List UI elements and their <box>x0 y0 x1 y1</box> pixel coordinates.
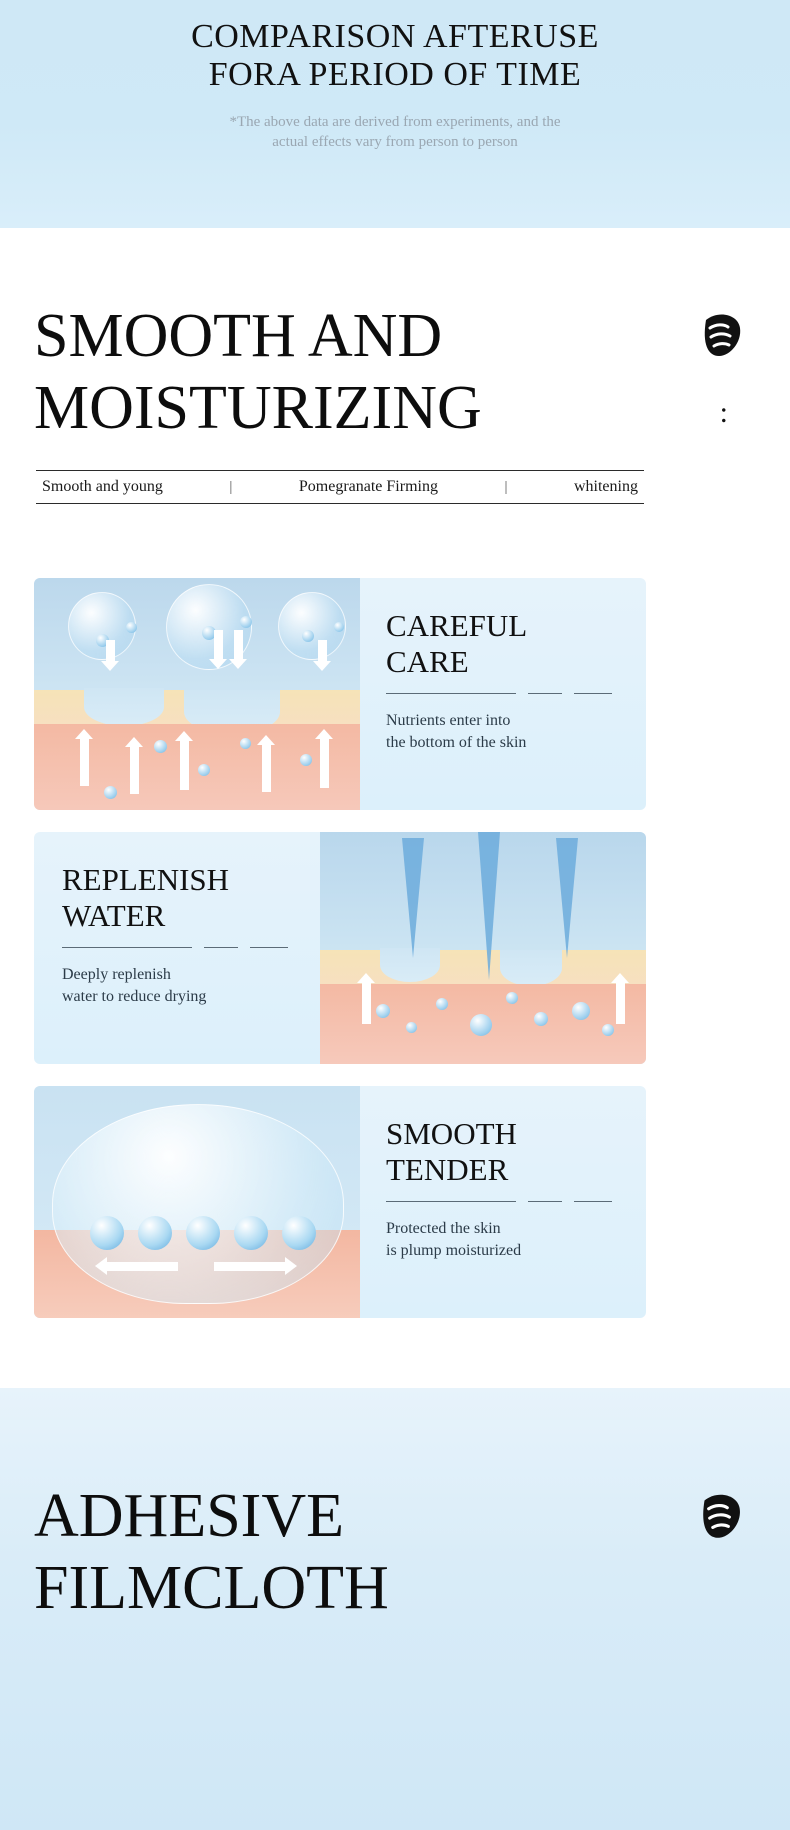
card-illustration-smooth-tender <box>34 1086 360 1318</box>
heading-colon: : <box>719 396 728 429</box>
feature-card-list <box>34 578 646 1340</box>
tag-whitening[interactable]: whitening <box>573 478 638 495</box>
section-heading-wrap <box>34 300 756 444</box>
tag-row <box>36 470 644 504</box>
bottom-banner <box>0 1388 790 1830</box>
card-sub-line1: Deeply replenish <box>62 966 171 983</box>
card-title-line2: WATER <box>62 898 166 933</box>
card-subtitle-careful-care <box>386 710 628 754</box>
top-banner-title-line1: COMPARISON AFTERUSE <box>191 18 599 55</box>
top-banner <box>0 0 790 228</box>
card-title-line1: REPLENISH <box>62 862 230 897</box>
top-banner-disclaimer <box>0 112 790 152</box>
card-title-line1: SMOOTH <box>386 1116 517 1151</box>
feature-card-smooth-tender <box>34 1086 646 1318</box>
card-title-smooth-tender <box>386 1116 628 1188</box>
bottom-title-line2: FILMCLOTH <box>34 1554 389 1622</box>
bottom-heading-wrap <box>34 1480 756 1624</box>
card-title-line2: CARE <box>386 644 469 679</box>
card-sub-line2: is plump moisturized <box>386 1242 522 1259</box>
card-title-line2: TENDER <box>386 1152 509 1187</box>
card-sub-line2: the bottom of the skin <box>386 734 527 751</box>
tag-smooth-and-young[interactable]: Smooth and young <box>42 478 163 495</box>
card-rule <box>386 1196 618 1208</box>
disclaimer-line2: actual effects vary from person to person <box>272 134 518 150</box>
page-title-line1: SMOOTH AND <box>34 302 443 370</box>
card-text-careful-care <box>360 578 646 810</box>
face-mask-icon-bottom <box>690 1486 748 1544</box>
feature-card-replenish-water <box>34 832 646 1064</box>
card-text-replenish-water <box>34 832 320 1064</box>
tag-pomegranate-firming[interactable]: Pomegranate Firming <box>298 478 438 495</box>
tag-separator-2: | <box>504 478 508 495</box>
card-subtitle-smooth-tender <box>386 1218 628 1262</box>
card-title-careful-care <box>386 608 628 680</box>
bottom-title-line1: ADHESIVE <box>34 1482 344 1550</box>
face-mask-icon <box>692 306 748 362</box>
page-title <box>34 300 756 444</box>
card-sub-line1: Nutrients enter into <box>386 712 511 729</box>
top-banner-title <box>0 0 790 94</box>
main-section <box>0 228 790 1388</box>
card-title-replenish-water <box>62 862 302 934</box>
disclaimer-line1: *The above data are derived from experiments, and the <box>229 114 561 130</box>
card-sub-line1: Protected the skin <box>386 1220 501 1237</box>
card-rule <box>386 688 618 700</box>
card-rule <box>62 942 294 954</box>
card-sub-line2: water to reduce drying <box>62 988 207 1005</box>
card-illustration-replenish-water <box>320 832 646 1064</box>
bottom-title <box>34 1480 756 1624</box>
card-title-line1: CAREFUL <box>386 608 528 643</box>
card-illustration-careful-care <box>34 578 360 810</box>
card-subtitle-replenish-water <box>62 964 302 1008</box>
page-title-line2: MOISTURIZING <box>34 374 482 442</box>
top-banner-title-line2: FORA PERIOD OF TIME <box>208 56 582 93</box>
feature-card-careful-care <box>34 578 646 810</box>
card-text-smooth-tender <box>360 1086 646 1318</box>
tag-separator-1: | <box>229 478 233 495</box>
